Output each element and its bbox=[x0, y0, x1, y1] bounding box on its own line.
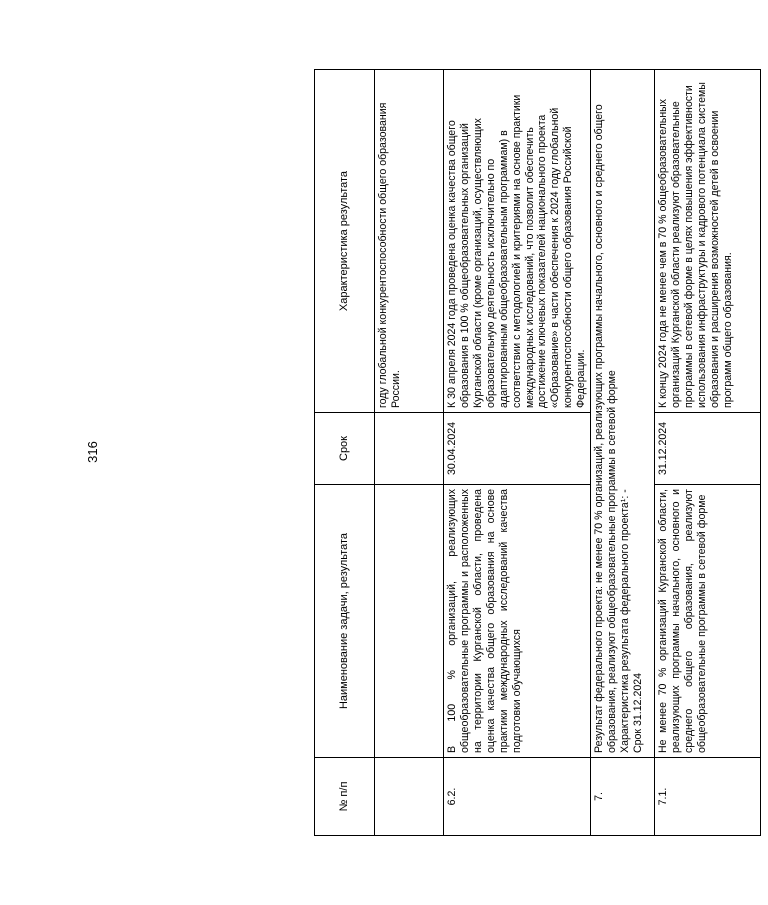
federal-result-characteristic: Характеристика результата федерального проекта¹: - bbox=[618, 489, 631, 753]
cell-name: В 100 % организаций, реализующих общеобразовательные программы и расположенных на территории Курганской области, проведена оценка качества общего образования на основе практики международных исследований качества подготовки обучающихся bbox=[444, 485, 591, 758]
header-term: Срок bbox=[315, 413, 375, 485]
table-header-row bbox=[315, 70, 375, 836]
table-row-continuation bbox=[375, 70, 444, 836]
cell-characteristic: году глобальной конкурентоспособности общего образования России. bbox=[375, 70, 444, 413]
header-num: № п/п bbox=[315, 758, 375, 836]
results-table bbox=[314, 69, 761, 836]
cell-num: 6.2. bbox=[444, 758, 591, 836]
cell-num: 7.1. bbox=[655, 758, 761, 836]
page-number: 316 bbox=[85, 441, 100, 463]
results-table-sheet bbox=[314, 70, 768, 836]
cell-characteristic: К 30 апреля 2024 года проведена оценка качества общего образования в 100 % общеобразовательных организаций Курганской области (кроме организаций, осуществляющих образовательную деятельность исключительно по адаптированным общеобразовательным программам) в соответствии с методологией и критериями на основе практики международных исследований, что позволит обеспечить достижение ключевых показателей национального проекта «Образование» в части обеспечения к 2024 году глобальной конкурентоспособности общего образования Российской Федерации. bbox=[444, 70, 591, 413]
header-name: Наименование задачи, результата bbox=[315, 485, 375, 758]
cell-term: 31.12.2024 bbox=[655, 413, 761, 485]
cell-term-empty bbox=[375, 413, 444, 485]
cell-name: Не менее 70 % организаций Курганской области, реализующих программы начального, основного и среднего общего образования, реализуют общеобразовательные программы в сетевой форме bbox=[655, 485, 761, 758]
federal-result-text: Результат федерального проекта: не менее 70 % организаций, реализующих программы начального, основного и среднего общего образования, реализуют общеобразовательные программы в сетевой форме bbox=[593, 104, 619, 753]
cell-name-empty bbox=[375, 485, 444, 758]
federal-result-deadline: Срок 31.12.2024 bbox=[631, 672, 644, 753]
table-row-6-2 bbox=[444, 70, 591, 836]
cell-characteristic: К концу 2024 года не менее чем в 70 % общеобразовательных организаций Курганской области реализуют образовательные программы в сетевой форме в целях повышения эффективности использования инфраструктуры и кадрового потенциала системы образования и расширения возможностей детей в освоении программ общего образования. bbox=[655, 70, 761, 413]
cell-num: 7. bbox=[591, 758, 655, 836]
cell-term: 30.04.2024 bbox=[444, 413, 591, 485]
cell-federal-result bbox=[591, 70, 655, 758]
cell-num-empty bbox=[375, 758, 444, 836]
table-row-7 bbox=[591, 70, 655, 836]
header-characteristic: Характеристика результата bbox=[315, 70, 375, 413]
table-row-7-1 bbox=[655, 70, 761, 836]
